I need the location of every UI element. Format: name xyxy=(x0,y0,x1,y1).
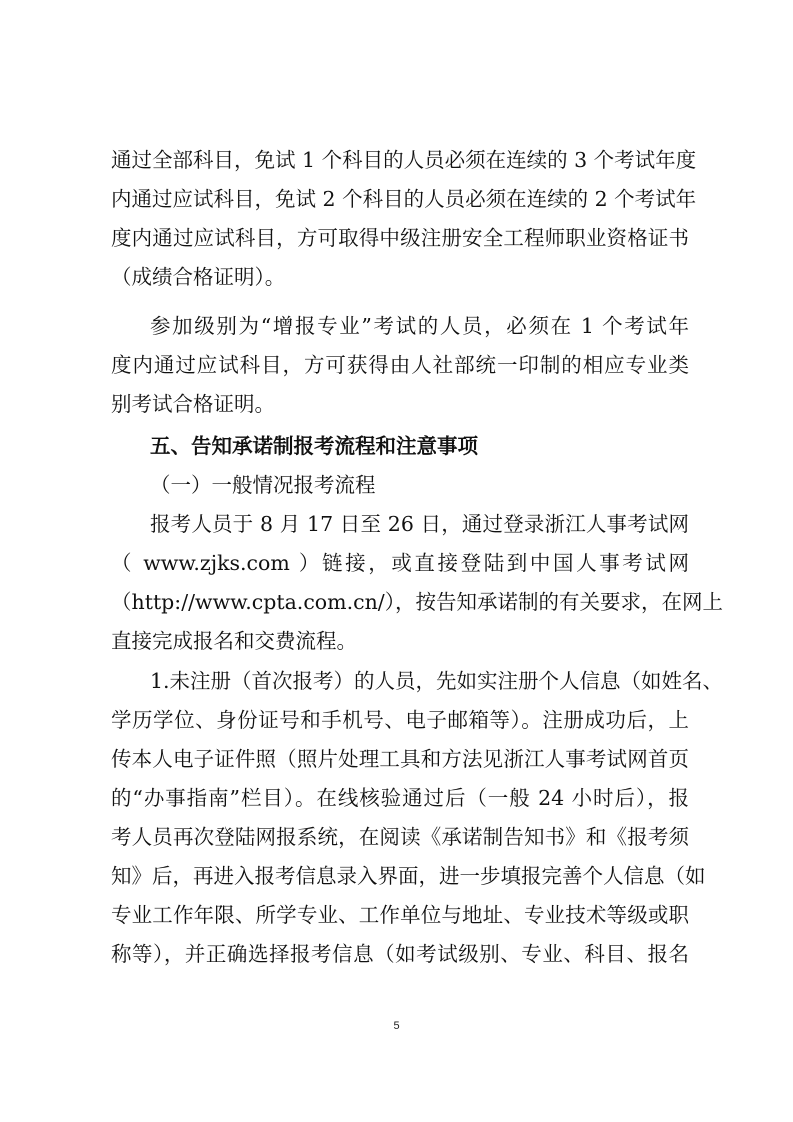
paragraph-line: 报考人员于 8 月 17 日至 26 日，通过登录浙江人事考试网 xyxy=(150,512,689,536)
paragraph-line: 知》后，再进入报考信息录入界面，进一步填报完善个人信息（如 xyxy=(111,864,706,888)
paragraph-line: 1.未注册（首次报考）的人员，先如实注册个人信息（如姓名、 xyxy=(150,669,724,693)
paragraph-line: 直接完成报名和交费流程。 xyxy=(111,629,357,653)
paragraph-line: （成绩合格证明）。 xyxy=(111,265,286,289)
paragraph-line: 内通过应试科目，免试 2 个科目的人员必须在连续的 2 个考试年 xyxy=(111,187,697,211)
subsection-heading: （一）一般情况报考流程 xyxy=(150,473,376,497)
paragraph-line: 的“办事指南”栏目）。在线核验通过后（一般 24 小时后），报 xyxy=(111,786,689,810)
paragraph-line: 传本人电子证件照（照片处理工具和方法见浙江人事考试网首页 xyxy=(111,747,689,771)
paragraph-line: 别考试合格证明。 xyxy=(111,392,275,416)
paragraph-line: 度内通过应试科目，方可取得中级注册安全工程师职业资格证书 xyxy=(111,226,689,250)
paragraph-line: 通过全部科目，免试 1 个科目的人员必须在连续的 3 个考试年度 xyxy=(111,148,697,172)
paragraph-line: 考人员再次登陆网报系统，在阅读《承诺制告知书》和《报考须 xyxy=(111,825,689,849)
paragraph-line: （http://www.cpta.com.cn/），按告知承诺制的有关要求，在网上 xyxy=(111,590,723,614)
paragraph-line: 学历学位、身份证号和手机号、电子邮箱等）。注册成功后，上 xyxy=(111,708,689,732)
page-number: 5 xyxy=(393,1020,400,1032)
paragraph-line: 称等），并正确选择报考信息（如考试级别、专业、科目、报名 xyxy=(111,942,689,966)
paragraph-line: （ www.zjks.com ）链接，或直接登陆到中国人事考试网 xyxy=(111,551,689,575)
paragraph-line: 参加级别为“增报专业”考试的人员，必须在 1 个考试年 xyxy=(150,314,689,338)
section-heading: 五、告知承诺制报考流程和注意事项 xyxy=(150,434,478,458)
paragraph-line: 专业工作年限、所学专业、工作单位与地址、专业技术等级或职 xyxy=(111,903,689,927)
paragraph-line: 度内通过应试科目，方可获得由人社部统一印制的相应专业类 xyxy=(111,353,689,377)
